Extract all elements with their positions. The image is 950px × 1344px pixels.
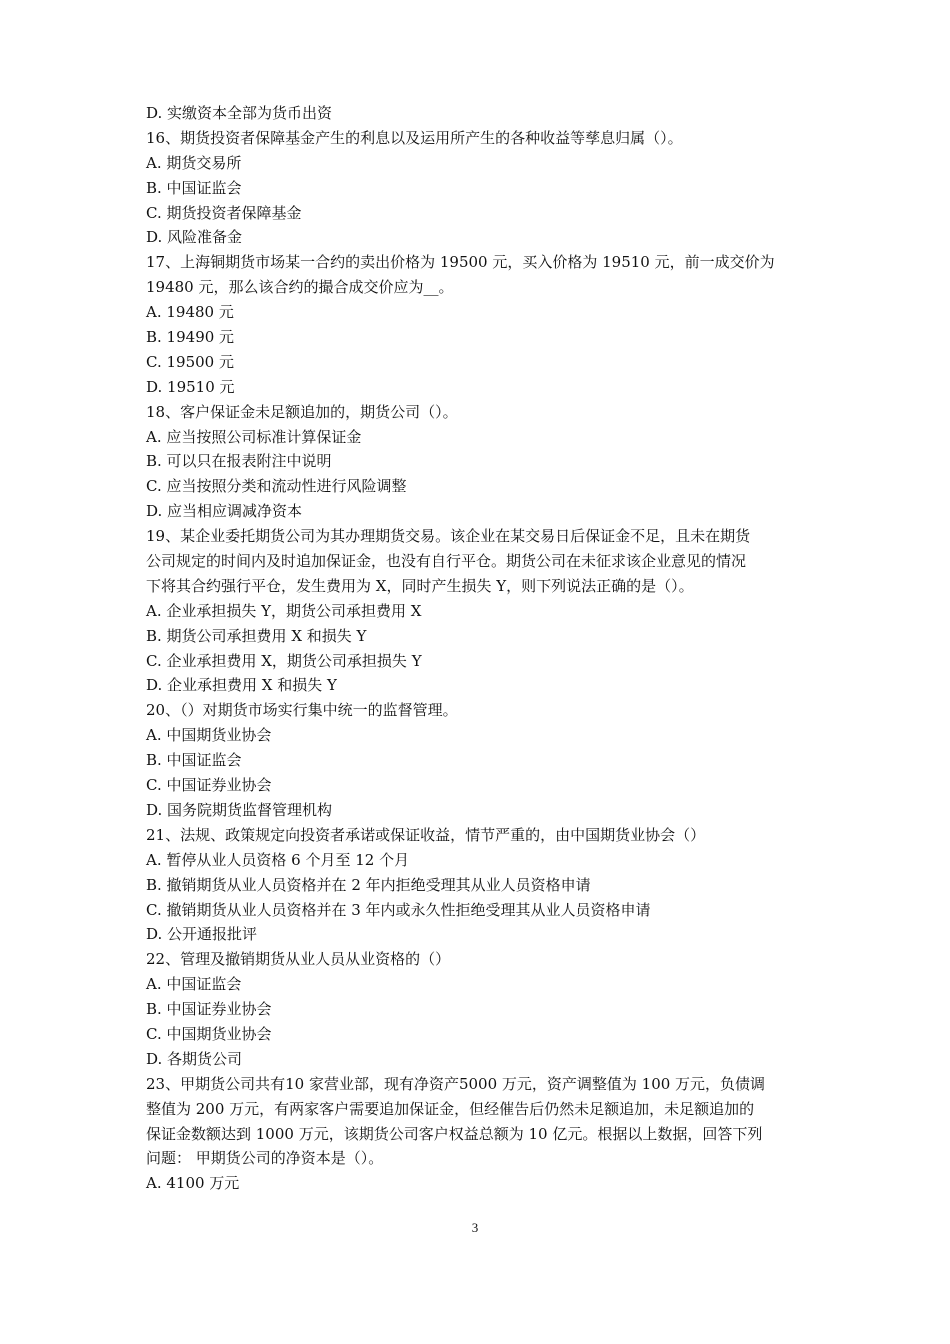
text-line: A. 19480 元: [146, 303, 234, 322]
text-line: D. 实缴资本全部为货币出资: [146, 104, 333, 122]
text-line: 19480 元，那么该合约的撮合成交价应为__。: [146, 278, 454, 297]
text-line: 19、某企业委托期货公司为其办理期货交易。该企业在某交易日后保证金不足，且未在期货: [146, 527, 751, 546]
text-line: A. 中国期货业协会: [146, 726, 272, 745]
text-line: C. 应当按照分类和流动性进行风险调整: [146, 477, 407, 496]
text-line: 下将其合约强行平仓，发生费用为 X，同时产生损失 Y，则下列说法正确的是（）。: [146, 576, 694, 595]
text-line: C. 企业承担费用 X，期货公司承担损失 Y: [146, 651, 422, 670]
text-line: A. 4100 万元: [146, 1174, 240, 1193]
text-line: A. 企业承担损失 Y，期货公司承担费用 X: [146, 601, 422, 620]
text-line: B. 可以只在报表附注中说明: [146, 452, 332, 471]
text-line: D. 19510 元: [146, 377, 235, 396]
text-line: C. 中国期货业协会: [146, 1024, 272, 1043]
text-line: B. 中国证监会: [146, 178, 242, 197]
text-line: C. 撤销期货从业人员资格并在 3 年内或永久性拒绝受理其从业人员资格申请: [146, 900, 651, 919]
text-line: B. 19490 元: [146, 328, 235, 347]
text-line: 公司规定的时间内及时追加保证金，也没有自行平仓。期货公司在未征求该企业意见的情况: [146, 552, 747, 571]
text-line: B. 撤销期货从业人员资格并在 2 年内拒绝受理其从业人员资格申请: [146, 875, 591, 894]
text-line: C. 中国证券业协会: [146, 776, 272, 795]
text-line: D. 应当相应调减净资本: [146, 502, 303, 521]
text-line: D. 风险准备金: [146, 228, 243, 247]
document-body: [146, 101, 811, 1196]
text-line: D. 企业承担费用 X 和损失 Y: [146, 676, 337, 695]
text-line: A. 中国证监会: [146, 975, 242, 994]
text-line: A. 暂停从业人员资格 6 个月至 12 个月: [146, 850, 410, 869]
text-line: 23、甲期货公司共有10 家营业部，现有净资产5000 万元，资产调整值为 100 万元，负债调: [146, 1074, 766, 1093]
text-line: A. 应当按照公司标准计算保证金: [146, 427, 362, 446]
text-line: D. 公开通报批评: [146, 925, 258, 944]
text-line: B. 期货公司承担费用 X 和损失 Y: [146, 626, 367, 645]
text-line: A. 期货交易所: [146, 153, 242, 172]
text-line: 17、上海铜期货市场某一合约的卖出价格为 19500 元，买入价格为 19510 元，前一成交价为: [146, 253, 775, 272]
text-line: 整值为 200 万元，有两家客户需要追加保证金，但经催告后仍然未足额追加，未足额追加的: [146, 1099, 755, 1118]
text-line: D. 国务院期货监督管理机构: [146, 800, 333, 819]
text-line: 22、管理及撤销期货从业人员从业资格的（）: [146, 950, 451, 969]
text-line: D. 各期货公司: [146, 1049, 243, 1068]
page-number: 3: [471, 1220, 479, 1235]
text-line: B. 中国证监会: [146, 751, 242, 770]
text-line: 20、（）对期货市场实行集中统一的监督管理。: [146, 701, 458, 720]
text-line: 16、期货投资者保障基金产生的利息以及运用所产生的各种收益等孳息归属（）。: [146, 128, 683, 147]
text-line: B. 中国证券业协会: [146, 1000, 272, 1019]
text-line: C. 期货投资者保障基金: [146, 203, 302, 222]
text-line: 保证金数额达到 1000 万元，该期货公司客户权益总额为 10 亿元。根据以上数据，回答下列: [146, 1124, 763, 1143]
text-line: C. 19500 元: [146, 352, 234, 371]
text-line: 21、法规、政策规定向投资者承诺或保证收益，情节严重的，由中国期货业协会（）: [146, 825, 706, 844]
text-line: 18、客户保证金未足额追加的，期货公司（）。: [146, 402, 458, 421]
text-line: 问题： 甲期货公司的净资本是（）。: [146, 1149, 384, 1168]
